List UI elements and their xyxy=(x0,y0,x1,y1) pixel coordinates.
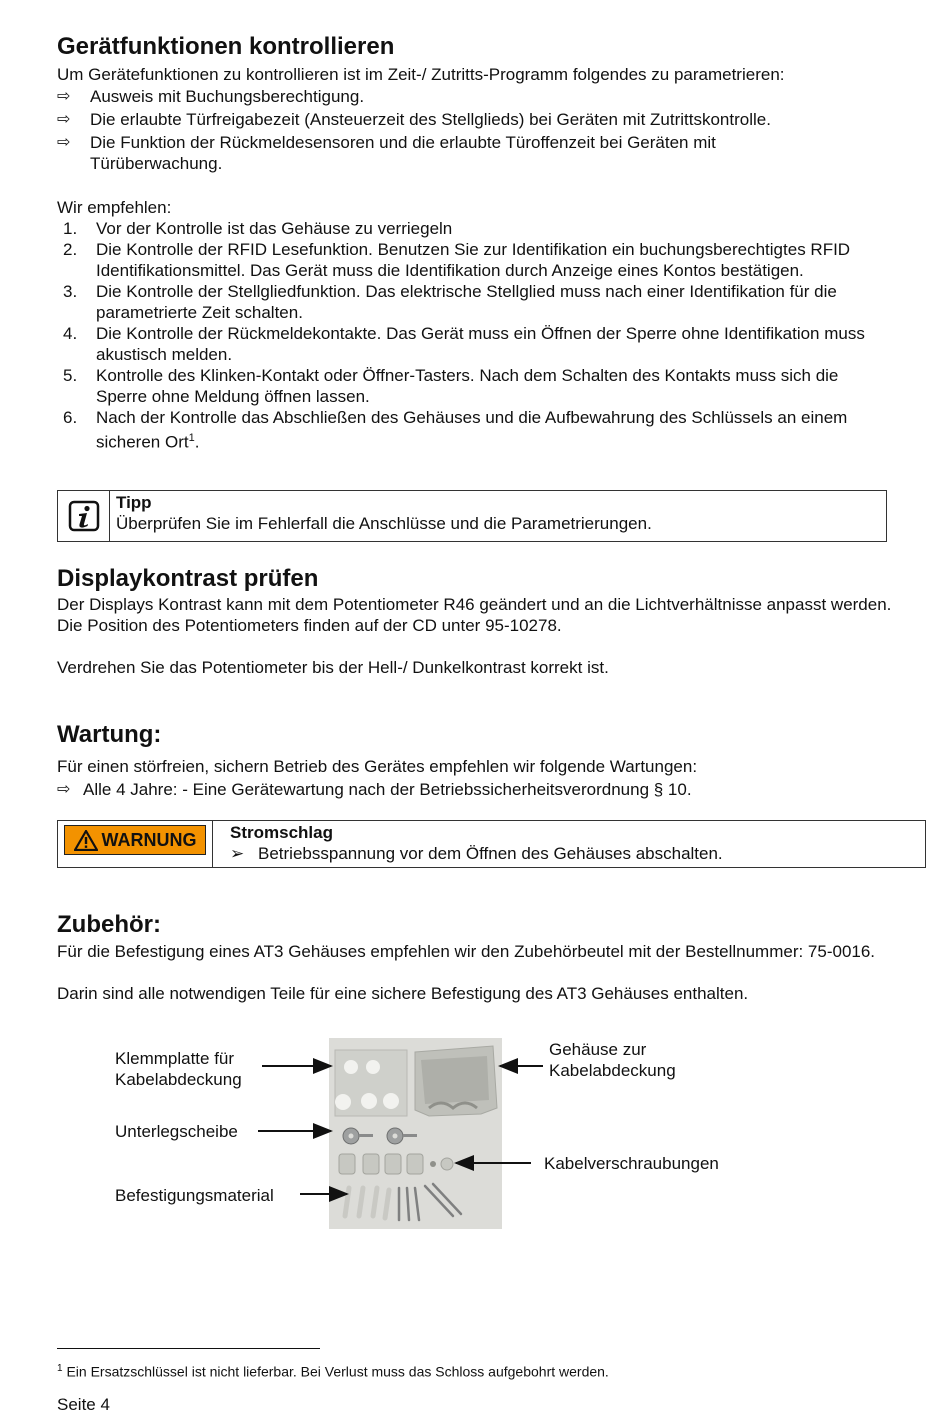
section-title-geraetfunktionen: Gerätfunktionen kontrollieren xyxy=(57,33,395,60)
display-paragraph-1: Der Displays Kontrast kann mit dem Potentiometer R46 geändert und an die Lichtverhältnisse anpasst werden. Die Position des Potentiometers finden auf der CD unter 95-10278. xyxy=(57,595,892,635)
section-title-zubehoer: Zubehör: xyxy=(57,911,161,938)
footnote: $^1$ Ein Ersatzschlüssel ist nicht lieferbar. Bei Verlust muss das Schloss aufgebohrt werden. xyxy=(57,1363,609,1380)
warning-label: WARNUNG xyxy=(64,825,206,855)
arrow-right-icon: ⇨ xyxy=(57,781,71,798)
section-title-wartung: Wartung: xyxy=(57,721,162,748)
tip-text: Überprüfen Sie im Fehlerfall die Anschlüsse und die Parametrierungen. xyxy=(116,514,652,533)
figure-label-klemmplatte: Klemmplatte für Kabelabdeckung xyxy=(115,1049,242,1089)
footnote-ref: 1 xyxy=(188,432,195,444)
zubehoer-paragraph-1: Für die Befestigung eines AT3 Gehäuses empfehlen wir den Zubehörbeutel mit der Bestellnummer: 75-0016. xyxy=(57,942,876,961)
arrow-right-icon: ⇨ xyxy=(57,134,71,151)
figure-label-gehaeuse: Gehäuse zur Kabelabdeckung xyxy=(549,1040,676,1080)
footnote-divider xyxy=(57,1348,320,1349)
list-item: ⇨ Die Funktion der Rückmeldesensoren und die erlaubte Türoffenzeit bei Geräten mit Türüberwachung. xyxy=(57,133,716,173)
figure-label-unterlegscheibe: Unterlegscheibe xyxy=(115,1122,238,1141)
list-item: 2. Die Kontrolle der RFID Lesefunktion. Benutzen Sie zur Identifikation ein buchungsberechtigtes RFID Identifikationsmittel. Das Gerät muss die Identifikation durch Anzeige eines Kontos bestätigen. xyxy=(63,240,851,280)
figure-label-befestigungsmaterial: Befestigungsmaterial xyxy=(115,1186,274,1205)
warning-title: Stromschlag xyxy=(230,823,333,842)
zubehoer-paragraph-2: Darin sind alle notwendigen Teile für eine sichere Befestigung des AT3 Gehäuses enthalten. xyxy=(57,984,749,1003)
list-item: 1. Vor der Kontrolle ist das Gehäuse zu verriegeln xyxy=(63,219,453,238)
list-item: ⇨ Ausweis mit Buchungsberechtigung. xyxy=(57,87,365,106)
arrowhead-icon: ➢ xyxy=(230,844,245,863)
list-item: 3. Die Kontrolle der Stellgliedfunktion. Das elektrische Stellglied muss nach einer Identifikation für die parametrierte Zeit schalten. xyxy=(63,282,837,322)
tip-title: Tipp xyxy=(116,493,152,512)
list-item: 5. Kontrolle des Klinken-Kontakt oder Öffner-Tasters. Nach dem Schalten des Kontakts muss sich die Sperre ohne Meldung öffnen lassen. xyxy=(63,366,839,406)
section-title-displaykontrast: Displaykontrast prüfen xyxy=(57,565,319,592)
intro-text: Um Gerätefunktionen zu kontrollieren ist im Zeit-/ Zutritts-Programm folgendes zu parametrieren: xyxy=(57,65,785,84)
list-item: 6. Nach der Kontrolle das Abschließen des Gehäuses und die Aufbewahrung des Schlüssels an einem sicheren Ort$^1$. xyxy=(63,408,848,452)
arrow-right-icon: ⇨ xyxy=(57,111,71,128)
display-paragraph-2: Verdrehen Sie das Potentiometer bis der Hell-/ Dunkelkontrast korrekt ist. xyxy=(57,658,609,677)
figure-label-kabelverschraubungen: Kabelverschraubungen xyxy=(544,1154,719,1173)
list-item: ⇨ Die erlaubte Türfreigabezeit (Ansteuerzeit des Stellglieds) bei Geräten mit Zutrittskontrolle. xyxy=(57,110,771,129)
list-item: 4. Die Kontrolle der Rückmeldekontakte. Das Gerät muss ein Öffnen der Sperre ohne Identifikation muss akustisch melden. xyxy=(63,324,865,364)
wartung-intro: Für einen störfreien, sichern Betrieb des Gerätes empfehlen wir folgende Wartungen: xyxy=(57,757,698,776)
recommend-label: Wir empfehlen: xyxy=(57,198,172,217)
list-item: ⇨ Alle 4 Jahre: - Eine Gerätewartung nach der Betriebssicherheitsverordnung § 10. xyxy=(57,780,692,799)
arrow-right-icon: ⇨ xyxy=(57,88,71,105)
warning-item: ➢ Betriebsspannung vor dem Öffnen des Gehäuses abschalten. xyxy=(230,844,723,863)
page-number: Seite 4 xyxy=(57,1395,110,1414)
